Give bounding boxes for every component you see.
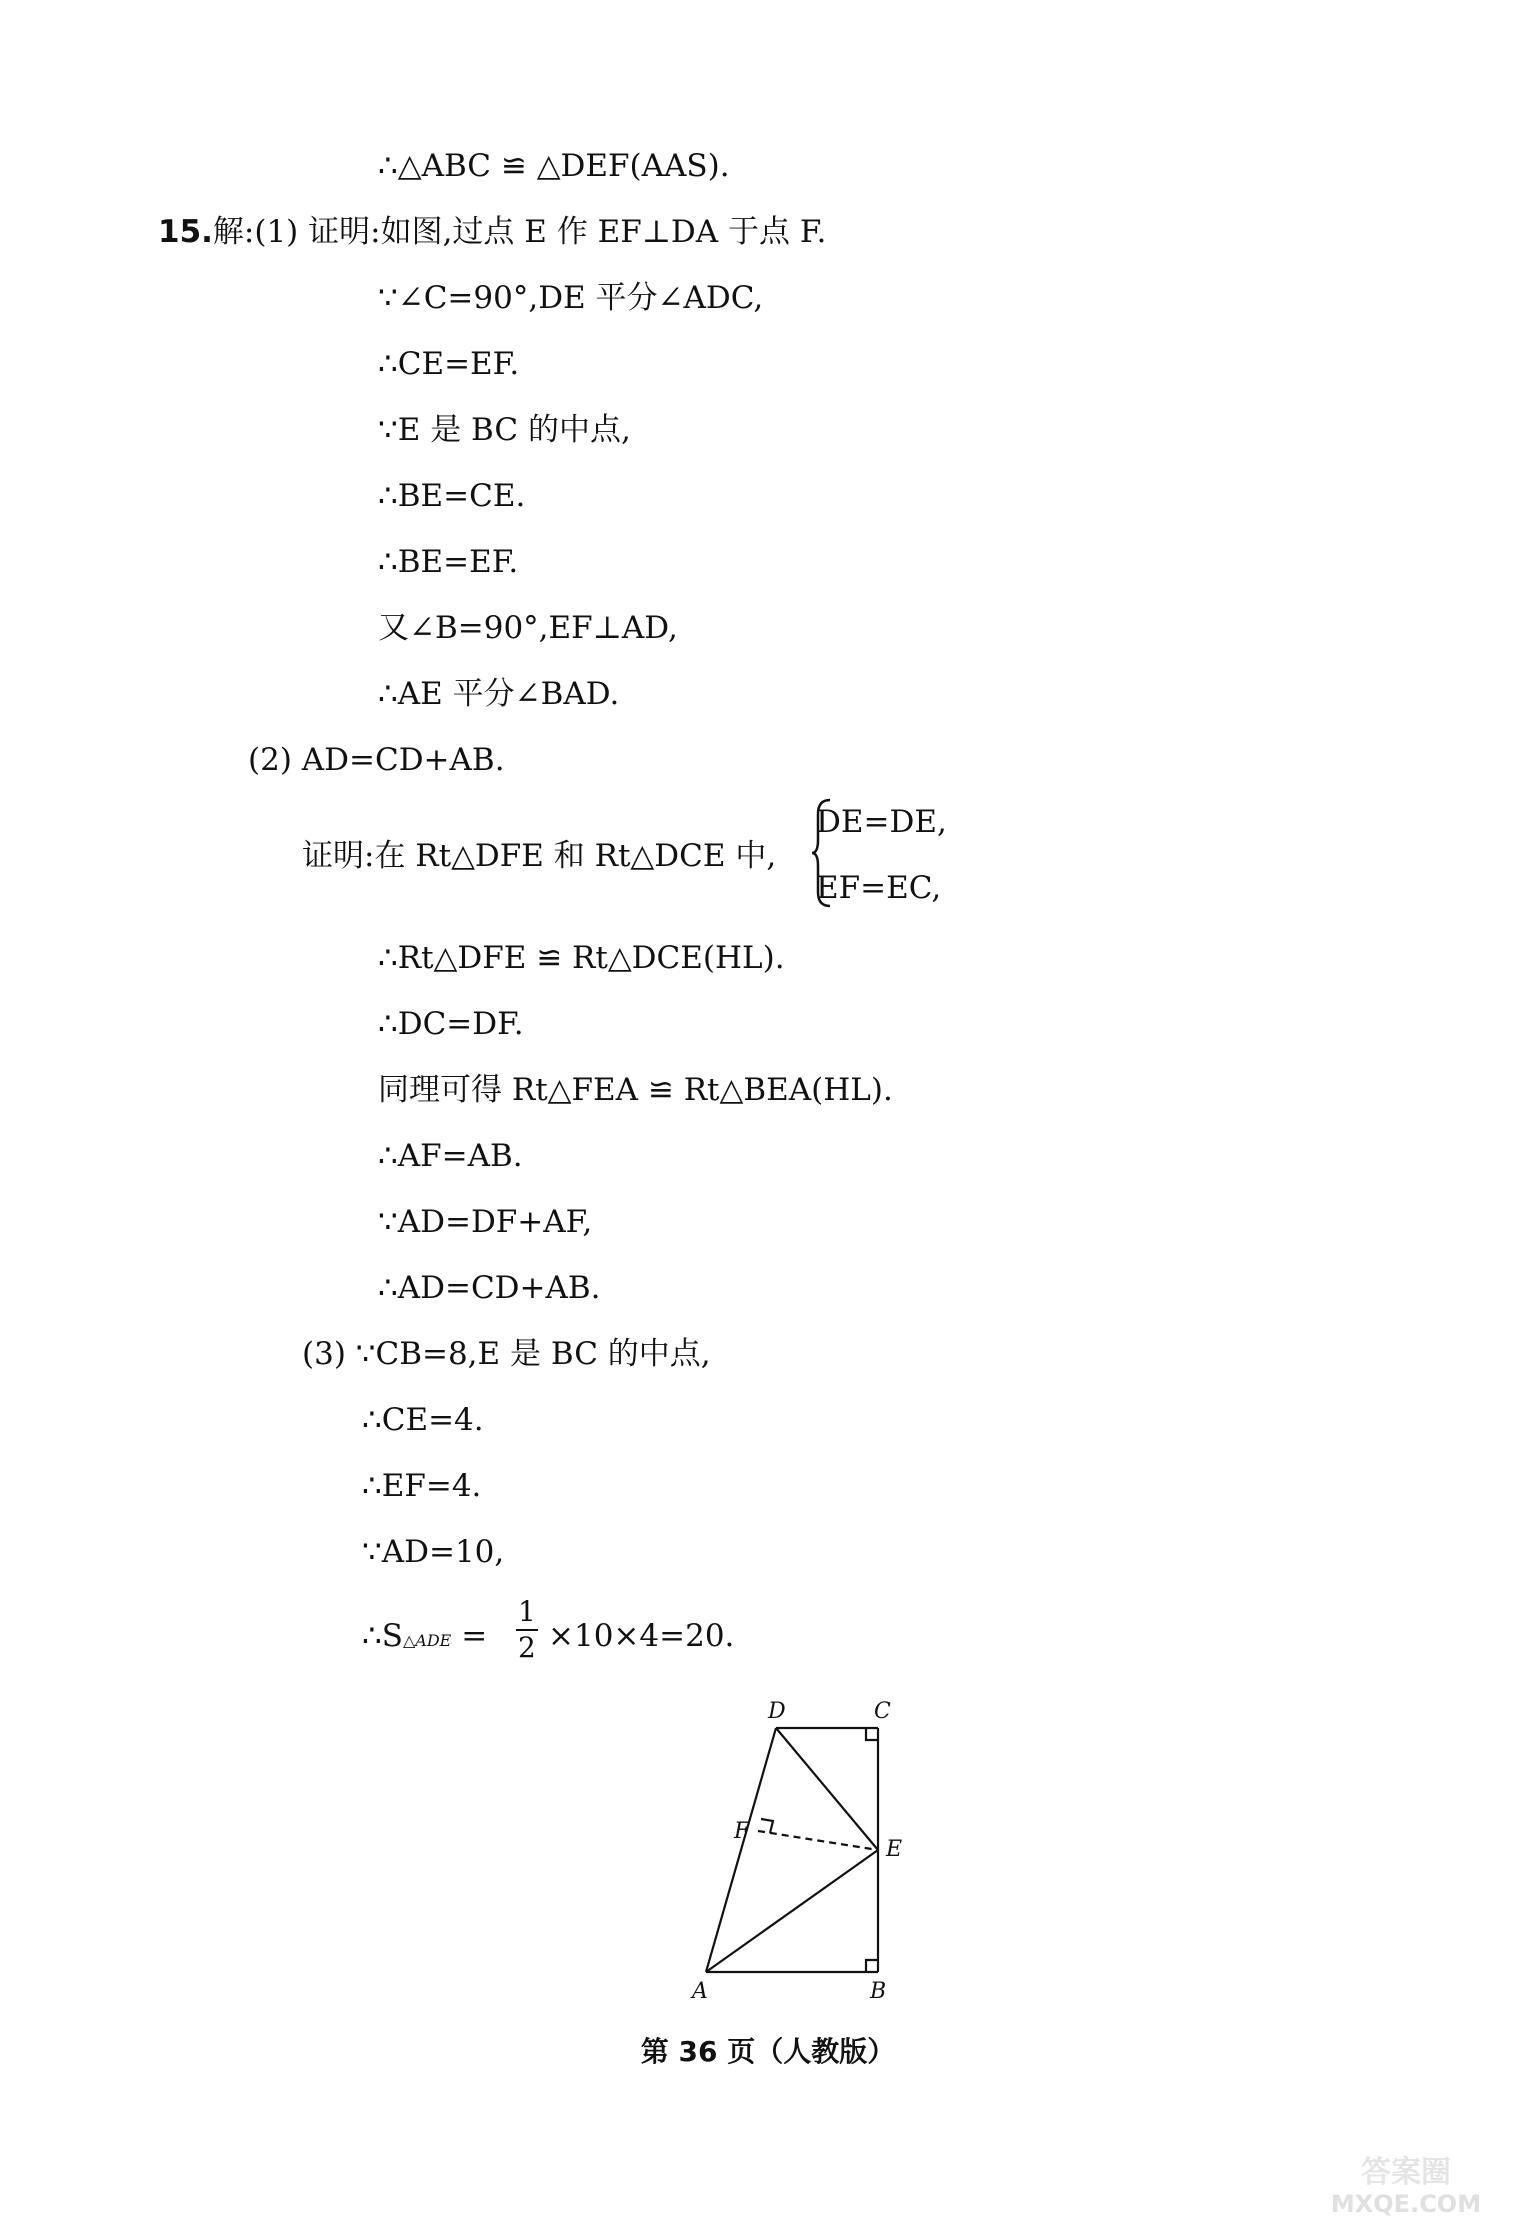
proof-line: ∴BE=EF. [378, 544, 519, 580]
proof-line: ∴AF=AB. [378, 1138, 523, 1174]
label-F: F [734, 1819, 750, 1844]
proof-line: 又∠B=90°,EF⊥AD, [378, 610, 678, 646]
right-angle-B [866, 1960, 878, 1972]
label-C: C [874, 1699, 891, 1724]
proof-line: ∴AE 平分∠BAD. [378, 676, 620, 712]
segment-AE [706, 1850, 878, 1972]
proof-line: ∴BE=CE. [378, 478, 526, 514]
problem-intro: 解:(1) 证明:如图,过点 E 作 EF⊥DA 于点 F. [212, 214, 827, 250]
area-formula [362, 1616, 487, 1661]
proof-line: ∵AD=10, [362, 1534, 505, 1570]
segment-AD [706, 1728, 776, 1972]
watermark-line-1: 答案圈 [1361, 2155, 1451, 2190]
proof-line: ∴EF=4. [362, 1468, 482, 1504]
problem-number: 15. [158, 214, 213, 250]
geometry-figure [680, 1690, 920, 2010]
proof-line: ∴DC=DF. [378, 1006, 524, 1042]
part-2-claim: (2) AD=CD+AB. [248, 742, 505, 778]
segment-DE [776, 1728, 878, 1850]
watermark-line-2: MXQE.COM [1330, 2190, 1482, 2218]
equation-system-row-1: DE=DE, [816, 804, 947, 840]
label-A: A [692, 1979, 708, 2004]
area-prefix: ∴S [362, 1618, 403, 1654]
proof-line: ∴AD=CD+AB. [378, 1270, 601, 1306]
area-equals: = [461, 1618, 488, 1654]
right-angle-C [866, 1728, 878, 1740]
watermark-logo [1306, 2150, 1506, 2220]
label-D: D [768, 1699, 786, 1724]
page-footer: 第 36 页（人教版） [640, 2035, 896, 2068]
area-rest: ×10×4=20. [548, 1618, 735, 1654]
conclusion-line-prev: ∴△ABC ≌ △DEF(AAS). [378, 148, 730, 184]
segment-EF-dashed [758, 1831, 878, 1850]
proof-line: ∵AD=DF+AF, [378, 1204, 593, 1240]
equation-system-row-2: EF=EC, [816, 870, 942, 906]
proof-line: 同理可得 Rt△FEA ≌ Rt△BEA(HL). [378, 1072, 893, 1108]
proof-line: ∴CE=4. [362, 1402, 484, 1438]
proof-line: ∵E 是 BC 的中点, [378, 412, 631, 448]
fraction-numerator: 1 [518, 1595, 536, 1628]
label-E: E [886, 1837, 903, 1862]
proof-line: ∵∠C=90°,DE 平分∠ADC, [378, 280, 764, 316]
problem-15-header [158, 212, 826, 252]
part-3-intro: (3) ∵CB=8,E 是 BC 的中点, [302, 1336, 711, 1372]
fraction-one-half [516, 1595, 538, 1664]
proof-line: ∴Rt△DFE ≌ Rt△DCE(HL). [378, 940, 785, 976]
part-2-proof-intro: 证明:在 Rt△DFE 和 Rt△DCE 中, [302, 838, 777, 874]
area-subscript: △ADE [402, 1631, 452, 1650]
label-B: B [870, 1979, 887, 2004]
fraction-denominator: 2 [518, 1631, 536, 1664]
proof-line: ∴CE=EF. [378, 346, 520, 382]
